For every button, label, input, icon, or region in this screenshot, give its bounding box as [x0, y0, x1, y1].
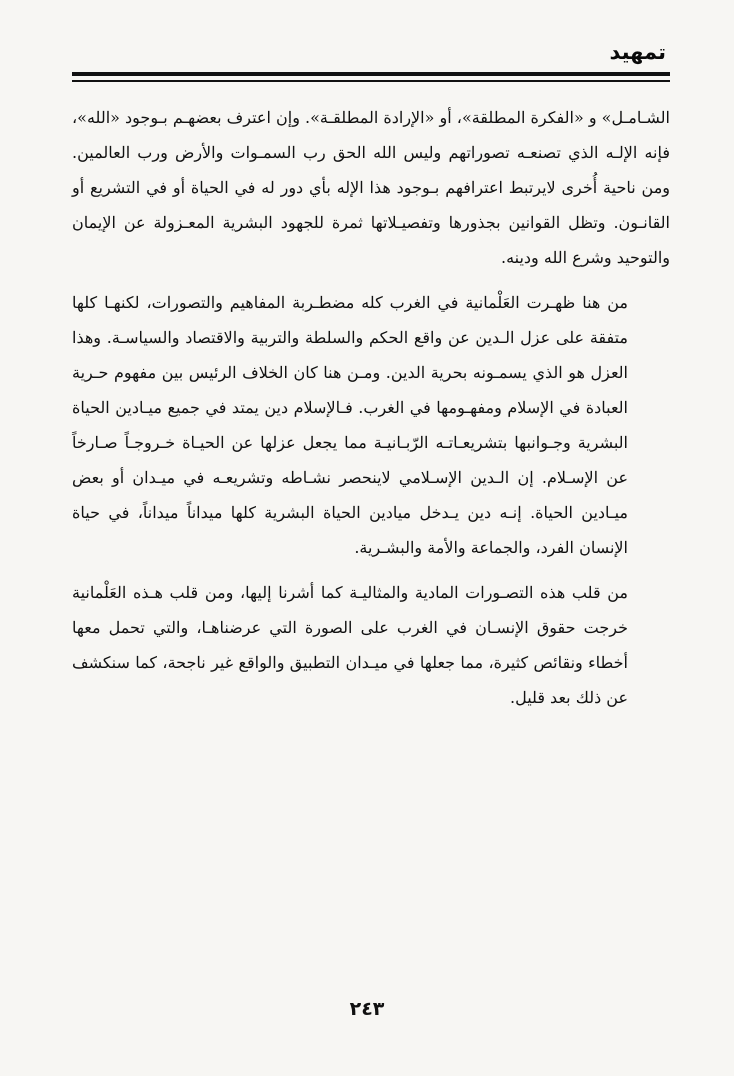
- paragraph-2: من هنا ظهـرت العَلْمانية في الغرب كله مضطـربة المفاهيم والتصورات، لكنهـا كلها متفقة على عزل الـدين عن واقع الحكم والسلطة والتربية والاقتصاد والسياسـة. وهذا العزل هو الذي يسمـونه بحرية الدين. ومـن هنا كان الخلاف الرئيس بين مفهوم حـرية العبادة في الإسلام ومفهـومها في الغرب. فـالإسلام دين يمتد في جميع ميـادين الحياة البشرية وجـوانبها بتشريعـاتـه الرّبـانيـة مما يجعل عزلها عن الحيـاة خـروجـاً صـارخاً عن الإسـلام. إن الـدين الإسـلامي لاينحصر نشـاطه وتشريعـه في ميـدان أو بعض ميـادين الحياة. إنـه دين يـدخل ميادين الحياة البشرية كلها ميداناً ميداناً، في حياة الإنسان الفرد، والجماعة والأمة والبشـرية.: [72, 293, 629, 557]
- header-rule-thin: [72, 80, 670, 82]
- page-header-title: تمهيد: [609, 40, 666, 64]
- paragraph-3: من قلب هذه التصـورات المادية والمثاليـة كما أشرنا إليها، ومن قلب هـذه العَلْمانية خرجت حقوق الإنسـان في الغرب على الصورة التي عرضناهـا، والتي تحمل معها أخطاء ونقائص كثيرة، مما جعلها في ميـدان التطبيق والواقع غير ناجحة، كما سنكشف عن ذلك بعد قليل.: [72, 583, 628, 707]
- paragraph-1: الشـامـل» و «الفكرة المطلقة»، أو «الإرادة المطلقـة». وإن اعترف بعضهـم بـوجود «الله»، فإنه الإلـه الذي تصنعـه تصوراتهم وليس الله الحق رب السمـوات والأرض ورب العالمين. ومن ناحية أُخرى لايرتبط اعترافهم بـوجود هذا الإله بأي دور له في الحياة أو في التشريع أو القانـون. وتظل القوانين بجذورها وتفصيـلاتها ثمرة للجهود البشرية المعـزولة عن الإيمان والتوحيد وشرع الله ودينه.: [72, 108, 670, 267]
- header-rule-thick: [72, 72, 670, 76]
- body-text: [72, 100, 670, 715]
- page-number: ٢٤٣: [349, 998, 385, 1020]
